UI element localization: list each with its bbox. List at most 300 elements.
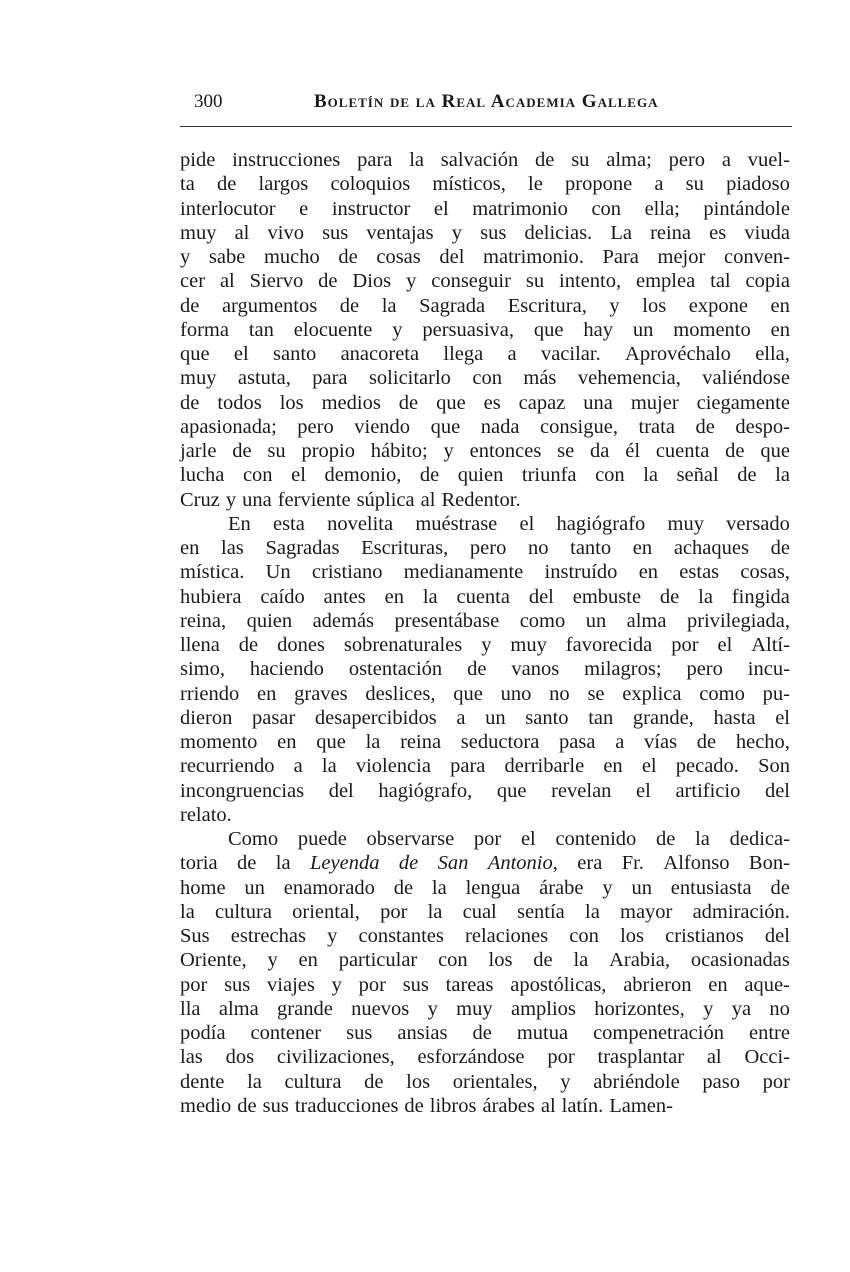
word: La bbox=[610, 221, 632, 244]
word: observarse bbox=[366, 828, 455, 850]
word: reina bbox=[400, 731, 442, 753]
text-line bbox=[180, 948, 790, 972]
word: al bbox=[234, 221, 250, 244]
text-line bbox=[180, 997, 790, 1021]
word: pasar bbox=[252, 706, 296, 729]
word: quien bbox=[457, 464, 504, 487]
word: Alfonso bbox=[663, 852, 730, 875]
word: dedica- bbox=[729, 828, 790, 850]
word: y bbox=[427, 997, 438, 1020]
word: compenetración bbox=[593, 1022, 724, 1044]
text-line bbox=[180, 803, 790, 827]
word: un bbox=[485, 706, 506, 729]
word: para bbox=[450, 755, 486, 778]
word: amplios bbox=[510, 997, 576, 1020]
word: pero bbox=[469, 537, 507, 559]
word: derribarle bbox=[504, 755, 585, 778]
word: cosas, bbox=[740, 561, 790, 584]
word: intento, bbox=[559, 270, 622, 293]
word: quien bbox=[246, 609, 293, 632]
word: del bbox=[528, 585, 554, 608]
word: él bbox=[625, 440, 641, 462]
word: tan bbox=[588, 706, 614, 729]
word: de bbox=[232, 440, 252, 462]
word: Fr. bbox=[621, 852, 644, 875]
word: súplica bbox=[356, 488, 415, 511]
word: en bbox=[298, 949, 318, 972]
word: medios bbox=[321, 391, 381, 414]
journal-title: Boletín de la Real Academia Gallega bbox=[314, 91, 659, 112]
word: argumentos bbox=[221, 294, 318, 317]
word: sus bbox=[480, 221, 507, 244]
word: horizontes, bbox=[594, 997, 685, 1020]
text-line bbox=[180, 1070, 790, 1094]
word: grande, bbox=[632, 706, 694, 729]
word: de bbox=[237, 1094, 257, 1117]
word: Altí- bbox=[751, 634, 790, 656]
word: Dios bbox=[352, 270, 392, 293]
word: tanto bbox=[570, 537, 612, 559]
word: para bbox=[312, 367, 348, 390]
text-line bbox=[180, 221, 790, 245]
word: En bbox=[228, 512, 251, 535]
word: sentía bbox=[516, 900, 565, 923]
word: hagiógrafo bbox=[556, 512, 646, 535]
word: con bbox=[438, 949, 468, 972]
word: piadoso bbox=[726, 173, 790, 196]
word: y bbox=[560, 1070, 571, 1093]
word: pero bbox=[668, 149, 706, 171]
word: de bbox=[339, 294, 360, 317]
word: trasplantar bbox=[597, 1046, 685, 1069]
word: a bbox=[654, 173, 664, 196]
word: milagros; bbox=[584, 658, 662, 681]
word: viuda bbox=[744, 221, 790, 244]
word: ferviente bbox=[277, 488, 351, 511]
word: el bbox=[636, 779, 651, 802]
word: se bbox=[557, 440, 575, 462]
word: entonces bbox=[469, 440, 542, 462]
word: la bbox=[365, 731, 381, 753]
word: con bbox=[472, 367, 502, 390]
word: Bon- bbox=[748, 852, 790, 875]
word: dente bbox=[180, 1070, 225, 1093]
word: el bbox=[291, 464, 306, 487]
text-line bbox=[180, 512, 790, 536]
text-line bbox=[180, 439, 790, 463]
word: entusiasta bbox=[670, 876, 752, 899]
word: medio bbox=[180, 1094, 232, 1117]
word: astuta, bbox=[237, 367, 291, 390]
word: y bbox=[602, 876, 613, 899]
word: de bbox=[737, 464, 757, 487]
word: con bbox=[591, 197, 622, 220]
word: la bbox=[431, 876, 447, 899]
word: reina bbox=[650, 221, 692, 244]
word: nuevos bbox=[351, 997, 410, 1020]
page-number: 300 bbox=[194, 91, 223, 112]
word: abrieron bbox=[623, 973, 692, 996]
word: entre bbox=[748, 1022, 790, 1044]
word: muéstrase bbox=[415, 512, 498, 535]
word: con bbox=[242, 464, 273, 487]
word: de bbox=[318, 270, 338, 293]
word: mucho bbox=[263, 246, 320, 268]
text-line bbox=[180, 682, 790, 706]
body-text bbox=[180, 148, 790, 1118]
word: pasa bbox=[559, 731, 596, 753]
word: hubiera bbox=[180, 585, 242, 608]
word: favorecida bbox=[565, 634, 653, 656]
word: la bbox=[573, 949, 589, 972]
word: seductora bbox=[460, 731, 540, 753]
word: e bbox=[299, 197, 309, 220]
word: uno bbox=[500, 682, 532, 705]
word: y bbox=[331, 973, 342, 996]
word: de bbox=[393, 876, 414, 899]
word: Redentor. bbox=[441, 488, 521, 511]
word: de bbox=[472, 1022, 492, 1044]
word: hábito; bbox=[370, 440, 428, 462]
word: el bbox=[717, 634, 733, 656]
word: los bbox=[642, 294, 667, 317]
word: y bbox=[327, 925, 338, 947]
word: contener bbox=[250, 1022, 322, 1044]
word: ventajas bbox=[366, 221, 434, 244]
word: el bbox=[641, 755, 657, 778]
text-line bbox=[180, 706, 790, 730]
word: graves bbox=[294, 682, 348, 705]
word: Sagrada bbox=[419, 294, 486, 317]
word: todos bbox=[217, 391, 262, 414]
word: propio bbox=[301, 440, 355, 462]
word: momento bbox=[673, 318, 751, 341]
word: pero bbox=[297, 415, 334, 438]
word: novelita bbox=[327, 512, 394, 535]
word: constantes bbox=[358, 925, 444, 947]
word: Son bbox=[758, 755, 790, 778]
word: del bbox=[764, 779, 790, 802]
word: y bbox=[406, 270, 417, 293]
word: de bbox=[696, 731, 717, 753]
word: ella, bbox=[755, 343, 790, 365]
word: de bbox=[695, 415, 715, 438]
text-line bbox=[180, 148, 790, 172]
word: sus bbox=[346, 1022, 373, 1044]
word: y bbox=[703, 997, 714, 1020]
word: por bbox=[380, 900, 408, 923]
word: llega bbox=[443, 343, 484, 365]
word: despo- bbox=[735, 415, 790, 438]
word: expone bbox=[688, 294, 748, 317]
word: por bbox=[473, 828, 502, 850]
word: mayor bbox=[620, 900, 673, 923]
word: con bbox=[595, 464, 625, 487]
word: cuenta bbox=[456, 585, 510, 608]
word: y bbox=[180, 246, 191, 268]
word: de bbox=[656, 828, 676, 850]
word: cristiano bbox=[311, 561, 383, 584]
word: propone bbox=[565, 173, 633, 196]
word: relaciones bbox=[465, 925, 549, 947]
word: santo bbox=[273, 343, 317, 365]
word: oriental, bbox=[292, 900, 360, 923]
word: Siervo bbox=[249, 270, 304, 293]
word: apasionada; bbox=[180, 415, 277, 438]
word: Un bbox=[265, 561, 291, 584]
word: un bbox=[632, 318, 654, 341]
word: privilegiada, bbox=[686, 609, 790, 632]
word: ostentación bbox=[348, 658, 443, 681]
word: llena bbox=[180, 634, 220, 656]
word: que bbox=[436, 391, 466, 414]
text-line bbox=[180, 779, 790, 803]
word: la bbox=[409, 149, 424, 171]
word: jarle bbox=[180, 440, 217, 462]
text-line bbox=[180, 633, 790, 657]
word: por bbox=[547, 1046, 575, 1069]
text-line bbox=[180, 1045, 790, 1069]
word: de bbox=[180, 294, 200, 317]
word: ciegamente bbox=[696, 391, 790, 414]
word: su bbox=[571, 149, 590, 171]
word: mística. bbox=[180, 561, 245, 584]
word: y bbox=[443, 440, 454, 462]
header-rule bbox=[180, 126, 792, 127]
text-line bbox=[180, 876, 790, 900]
text-line bbox=[180, 973, 790, 997]
word: muy bbox=[510, 634, 547, 656]
word: medianamente bbox=[403, 561, 524, 584]
word: muy bbox=[456, 997, 493, 1020]
word: instruído bbox=[544, 561, 618, 584]
word: para bbox=[357, 149, 393, 171]
word: apostólicas, bbox=[510, 973, 607, 996]
word: y bbox=[392, 318, 403, 341]
word: latín. bbox=[561, 1094, 604, 1117]
italic-word: Antonio, bbox=[487, 852, 558, 875]
word: ocasionadas bbox=[690, 949, 790, 972]
word: de bbox=[216, 173, 237, 196]
word: además bbox=[312, 609, 375, 632]
word: matrimonio bbox=[472, 197, 568, 220]
word: es bbox=[709, 221, 727, 244]
word: que bbox=[316, 731, 346, 753]
word: interlocutor bbox=[180, 197, 276, 220]
word: versado bbox=[726, 512, 790, 535]
word: tan bbox=[248, 318, 274, 341]
word: relato. bbox=[180, 803, 232, 826]
word: de bbox=[770, 876, 790, 899]
word: dieron bbox=[180, 706, 233, 729]
text-line bbox=[180, 851, 790, 875]
word: enamorado bbox=[283, 876, 375, 899]
word: por bbox=[762, 1070, 790, 1093]
word: trata bbox=[638, 415, 675, 438]
text-line bbox=[180, 900, 790, 924]
word: dos bbox=[225, 1046, 255, 1069]
word: y bbox=[225, 488, 237, 511]
word: home bbox=[180, 876, 226, 899]
text-line bbox=[180, 197, 790, 221]
word: cristianos bbox=[665, 925, 744, 947]
word: hasta bbox=[713, 706, 756, 729]
word: una bbox=[242, 488, 272, 511]
word: cer bbox=[180, 270, 206, 293]
word: capaz bbox=[518, 391, 566, 414]
text-line bbox=[180, 172, 790, 196]
word: no bbox=[527, 537, 549, 559]
word: revelan bbox=[551, 779, 612, 802]
word: admiración. bbox=[692, 900, 790, 923]
italic-word: de bbox=[398, 852, 419, 875]
word: largos bbox=[258, 173, 309, 196]
word: es bbox=[483, 391, 501, 414]
word: toria bbox=[180, 852, 218, 875]
word: lucha bbox=[180, 464, 225, 487]
word: matrimonio. bbox=[483, 246, 584, 268]
word: artificio bbox=[675, 779, 741, 802]
text-line bbox=[180, 1021, 790, 1045]
word: por bbox=[180, 973, 208, 996]
text-line bbox=[180, 415, 790, 439]
word: como bbox=[699, 682, 745, 705]
word: en bbox=[770, 318, 790, 341]
word: momento bbox=[180, 731, 258, 753]
word: el bbox=[520, 828, 536, 850]
word: de bbox=[180, 391, 200, 414]
word: hecho, bbox=[735, 731, 790, 753]
word: por bbox=[671, 634, 699, 656]
word: incu- bbox=[747, 658, 790, 681]
word: la bbox=[585, 900, 600, 923]
text-line bbox=[180, 560, 790, 584]
word: en bbox=[708, 973, 728, 996]
word: de bbox=[238, 634, 259, 656]
word: señal bbox=[676, 464, 719, 487]
word: triunfa bbox=[521, 464, 577, 487]
word: traducciones bbox=[294, 1094, 399, 1117]
text-line bbox=[180, 827, 790, 851]
word: era bbox=[577, 852, 603, 875]
word: en bbox=[770, 294, 790, 317]
word: pero bbox=[686, 658, 723, 681]
word: Sagradas bbox=[265, 537, 340, 559]
text-line bbox=[180, 609, 790, 633]
word: de bbox=[398, 391, 419, 414]
word: a bbox=[507, 343, 517, 365]
word: esta bbox=[272, 512, 305, 535]
word: en bbox=[638, 561, 659, 584]
word: Aprovéchalo bbox=[625, 343, 731, 365]
word: el bbox=[433, 197, 449, 220]
text-line bbox=[180, 318, 790, 342]
word: libros bbox=[429, 1094, 477, 1117]
word: la bbox=[427, 900, 443, 923]
word: como bbox=[519, 609, 566, 632]
word: solicitarlo bbox=[368, 367, 451, 390]
word: en bbox=[256, 682, 277, 705]
word: violencia bbox=[355, 755, 431, 778]
word: anacoreta bbox=[340, 343, 420, 365]
word: tareas bbox=[445, 973, 494, 996]
word: de bbox=[535, 149, 555, 171]
word: la bbox=[247, 1070, 262, 1093]
word: mujer bbox=[630, 391, 679, 414]
word: la bbox=[381, 294, 397, 317]
word: recurriendo bbox=[180, 755, 275, 778]
word: dones bbox=[277, 634, 325, 656]
word: muy bbox=[667, 512, 704, 535]
word: del bbox=[439, 246, 465, 268]
word: orientales, bbox=[452, 1070, 538, 1093]
word: al bbox=[420, 488, 436, 511]
word: ta bbox=[180, 173, 195, 196]
word: la bbox=[422, 585, 438, 608]
word: muy bbox=[180, 367, 217, 390]
word: cultura bbox=[215, 900, 272, 923]
word: da bbox=[590, 440, 610, 462]
word: que bbox=[533, 318, 564, 341]
word: le bbox=[528, 173, 543, 196]
word: estas bbox=[679, 561, 720, 584]
word: vacilar. bbox=[540, 343, 601, 365]
word: explica bbox=[622, 682, 682, 705]
word: contenido bbox=[555, 828, 637, 850]
word: árabe bbox=[539, 876, 584, 899]
word: esforzándose bbox=[417, 1046, 525, 1069]
text-line bbox=[180, 536, 790, 560]
word: antes bbox=[323, 585, 366, 608]
word: caído bbox=[260, 585, 305, 608]
word: que bbox=[760, 440, 790, 462]
word: su bbox=[685, 173, 704, 196]
paragraph bbox=[180, 148, 790, 512]
word: Occi- bbox=[744, 1046, 790, 1069]
word: la bbox=[180, 900, 195, 923]
text-line bbox=[180, 585, 790, 609]
word: hagiógrafo, bbox=[378, 779, 473, 802]
word: valiéndose bbox=[702, 367, 790, 390]
word: y bbox=[267, 949, 278, 972]
text-line bbox=[180, 730, 790, 754]
word: cosas bbox=[376, 246, 421, 268]
word: en bbox=[603, 755, 623, 778]
text-line bbox=[180, 269, 790, 293]
word: rriendo bbox=[180, 682, 240, 705]
word: cuenta bbox=[655, 440, 710, 462]
word: el bbox=[775, 706, 790, 729]
word: una bbox=[583, 391, 613, 414]
word: Sus bbox=[180, 925, 210, 947]
word: la bbox=[275, 852, 291, 875]
word: Arabia, bbox=[609, 949, 670, 972]
word: de bbox=[404, 1094, 424, 1117]
text-line bbox=[180, 1094, 790, 1118]
word: los bbox=[279, 391, 304, 414]
word: no bbox=[769, 997, 790, 1020]
word: instructor bbox=[331, 197, 411, 220]
word: puede bbox=[297, 828, 347, 850]
word: forma bbox=[180, 318, 229, 341]
text-line bbox=[180, 657, 790, 681]
word: santo bbox=[525, 706, 569, 729]
word: sus bbox=[402, 973, 429, 996]
word: por bbox=[358, 973, 386, 996]
text-line bbox=[180, 488, 790, 512]
word: al bbox=[540, 1094, 556, 1117]
word: demonio, bbox=[324, 464, 402, 487]
